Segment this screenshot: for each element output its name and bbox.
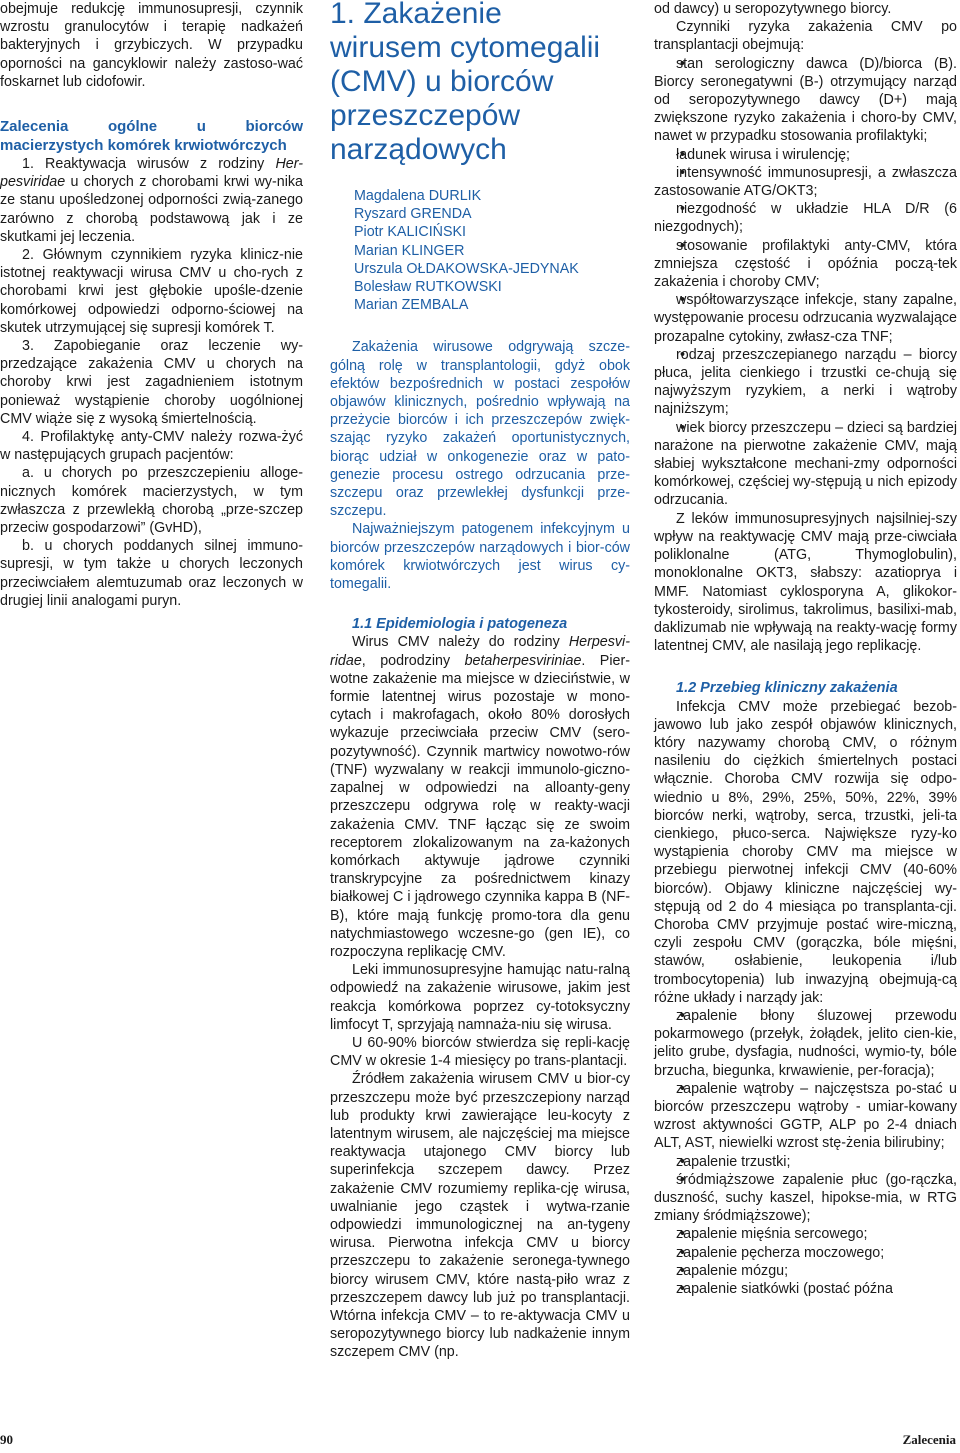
risk-factor-list bbox=[654, 55, 957, 510]
author: Ryszard GRENDA bbox=[354, 206, 472, 223]
list-item-text: zapalenie mięśnia sercowego; bbox=[676, 1226, 868, 1243]
article-title bbox=[330, 0, 630, 167]
author: Piotr KALICIŃSKI bbox=[354, 224, 467, 241]
list-item bbox=[654, 1080, 957, 1153]
list-item-text: zapalenie trzustki; bbox=[676, 1153, 791, 1170]
list-item bbox=[654, 200, 957, 236]
list-item-text: rodzaj przeszczepianego narządu – biorcy płuca, jelita cienkiego i trzustki ce-chują się najwyższym ryzykiem, a nerki i wątroby najniższym; bbox=[654, 346, 957, 418]
column-right bbox=[654, 0, 957, 1298]
section-heading: Zalecenia ogólne u biorców macierzystych komórek krwiotwórczych bbox=[0, 118, 303, 155]
paragraph-immunosuppression: Leki immunosupresyjne hamując natu-ralną odpowiedź na zakażenie wirusowe, jakim jest reakcja komórkowa poprzez cy-totoksyczny limfocyt T, sprzyjają namnaża-niu się wirusa. bbox=[330, 962, 630, 1033]
author: Marian KLINGER bbox=[354, 242, 465, 259]
list-item-text: ładunek wirusa i wirulencję; bbox=[676, 146, 851, 163]
list-item bbox=[654, 1225, 957, 1243]
list-item-text: zapalenie wątroby – najczęstsza po-stać u biorców przeszczepu wątroby - umiar-kowany wzrost aktywności GGTP, ALP po 2-4 dniach ALT, AST, niewielki wzrost stę-żenia bilirubiny; bbox=[654, 1080, 957, 1152]
paragraph-a: a. u chorych po przeszczepieniu alloge-nicznych komórek macierzystych, w tym zwłaszcza z przewlekłą chorobą „prze-szczep przeciw gospodarzowi” (GvHD), bbox=[0, 465, 303, 537]
abstract-paragraph-1: Zakażenia wirusowe odgrywają szcze-gólną rolę w transplantologii, gdyż obok efektów bezpośrednich w postaci zespołów objawów klinicznych, pośrednio wpływają na przeżycie biorców i ich przeszczepów zwięk-szając ryzyko zakażeń oportunistycznych, biorąc udział w onkogenezie oraz w pato-genezie procesu ostrego odrzucania prze-szczepu oraz przewlekłej dysfunkcji prze-szczepu. bbox=[330, 339, 630, 520]
author: Bolesław RUTKOWSKI bbox=[354, 279, 502, 296]
epi-text-2: , podrodziny bbox=[361, 652, 465, 669]
paragraph-epidemiology bbox=[330, 633, 630, 961]
list-item-text: stosowanie profilaktyki anty-CMV, która zmniejsza częstość i opóźnia począ-tek zakażenia i choroby CMV; bbox=[654, 237, 957, 291]
title-line: 1. Zakażenie bbox=[330, 0, 502, 30]
list-item-text: niezgodność w układzie HLA D/R (6 niezgodnych); bbox=[654, 201, 957, 236]
list-item bbox=[654, 291, 957, 346]
subsection-heading-1-2: 1.2 Przebieg kliniczny zakażenia bbox=[676, 680, 898, 697]
page-number: 90 bbox=[0, 1432, 13, 1447]
list-item-text: zapalenie błony śluzowej przewodu pokarmowego (przełyk, żołądek, jelito cien-kie, jelito grube, dysfagia, nudności, wymio-ty, bóle brzucha, biegunka, krwawienie, per-foracja); bbox=[654, 1007, 957, 1079]
title-line: wirusem cytomegalii bbox=[330, 31, 601, 64]
column-middle bbox=[330, 0, 630, 1362]
epi-italic-2: betaherpesviriniae bbox=[464, 652, 582, 669]
column-left bbox=[0, 0, 303, 610]
paragraph-1-end: u chorych z chorobami krwi wy-nika ze stanu upośledzonej odporności zwią-zanego zarówno z chorobą podstawową jak i ze skutkami jej leczenia. bbox=[0, 174, 303, 245]
author-list bbox=[354, 187, 630, 314]
list-item bbox=[654, 419, 957, 510]
list-item-text: wiek biorcy przeszczepu – dzieci są bardziej narażone na pierwotne zakażenie CMV, mają słabiej wykształcone mechani-zmy odporności komórkowej, częściej wy-stępują u nich epizody odrzucania. bbox=[654, 419, 957, 509]
paragraph-4: 4. Profilaktykę anty-CMV należy rozwa-żyć w następujących grupach pacjentów: bbox=[0, 429, 303, 464]
list-item-text: współtowarzyszące infekcje, stany zapalne, występowanie procesu odrzucania wyzwalające prozapalne cytokiny, zwłasz-cza TNF; bbox=[654, 292, 957, 345]
title-line: narządowych bbox=[330, 133, 507, 166]
paragraph-1-start: 1. Reaktywacja wirusów z rodziny bbox=[22, 156, 276, 173]
paragraph-1 bbox=[0, 155, 303, 246]
list-item bbox=[654, 1007, 957, 1080]
list-item-text: zapalenie siatkówki (postać późna bbox=[676, 1281, 893, 1298]
paragraph-source: Źródłem zakażenia wirusem CMV u bior-cy przeszczepu może być przeszczepiony narząd lub produkty krwi zawierające leu-kocyty z latentnym wirusem, ale najczęściej ma miejsce reaktywacja utajonego CMV biorcy lub superinfekcja szczepem dawcy. Przez zakażenie CMV rozumiemy replika-cję wirusa, uwalnianie jego cząstek i wytwa-rzanie odpowiedzi immunologicznej na an-tygeny wirusa. Pierwotna infekcja CMV u biorcy przeszczepu to zakażenie seronega-tywnego biorcy wirusem CMV, które nastą-piło wraz z przeszczepem dawcy lub już po transplantacji. Wtórna infekcja CMV – to re-aktywacja CMV u seropozytywnego biorcy lub nadkażenie innym szczepem CMV (np. bbox=[330, 1071, 630, 1361]
paragraph-clinical-course: Infekcja CMV może przebiegać bezob-jawowo lub jako zespół objawów klinicznych, który nazywamy chorobą CMV, o różnym nasileniu do ciężkich śmiertelnych postaci włącznie. Choroba CMV rozwija się odpo-wiednio u 8%, 29%, 25%, 50%, 22%, 39% biorców nerki, wątroby, serca, trzustki, jeli-ta cienkiego, płuco-serca. Największe ryzy-ko wystąpienia choroby CMV ma miejsce w przebiegu pierwotnej infekcji CMV (40-60% biorców). Objawy kliniczne najczęściej wy-stępują od 2 do 4 miesiąca po transplanta-cji. Choroba CMV przyjmuje postać wire-miczną, czyli zespołu CMV (gorączka, bóle mięśni, stawów, osłabienie, leukopenia i/lub trombocytopenia) lub inwazyjną obejmują-cą różne układy i narządy jak: bbox=[654, 698, 957, 1006]
paragraph-drugs: Z leków immunosupresyjnych najsilniej-szy wpływ na reaktywację CMV mają prze-ciwciała poliklonalne (ATG, Thymoglobulin), monoklonalne OKT3, słabszy: azatioprya i MMF. Natomiast cyklosporyna A, glikokor-tykosteroidy, sirolimus, takrolimus, basilixi-mab, daklizumab nie wpływają na reakty-wację formy latentnej CMV, ale nasilają jego replikację. bbox=[654, 510, 957, 655]
epi-text-3: . Pier-wotne zakażenie ma miejsce w dzieciństwie, w formie latentnej wirus pozostaje w mono-cytach i makrofagach, około 80% dorosłych wykazuje przeciwciała przeciw CMV (sero-pozytywność). Czynnik martwicy nowotwo-rów (TNF) wyzwalany w reakcji immunolo-giczno-zapalnej w odpowiedzi na alloanty-geny przeszczepu odgrywa rolę w reakty-wacji zakażenia CMV. TNF łącząc się ze swoim receptorem zlokalizowanym na za-każonych komórkach aktywuje jądrowe czynniki transkrypcyjne za pośrednictwem kinazy białkowej C i jądrowego czynnika kappa B (NF-B), które mają funkcję promo-tora dla genu natychmiastowego wczesne-go (gen IE), co rozpoczyna replikację CMV. bbox=[330, 652, 630, 960]
author: Urszula OŁDAKOWSKA-JEDYNAK bbox=[354, 260, 579, 277]
list-item bbox=[654, 1262, 957, 1280]
title-line: (CMV) u biorców bbox=[330, 65, 554, 98]
epi-italic-1: Herpesvi-ridae bbox=[330, 634, 630, 669]
subsection-heading-1-1: 1.1 Epidemiologia i patogeneza bbox=[352, 616, 568, 633]
list-item bbox=[654, 55, 957, 146]
paragraph-intro: obejmuje redukcję immunosupresji, czynnik wzrostu granulocytów i terapię nadkażeń bakteryjnych i grzybiczych. W przypadku oporności na gancyklowir należy zastoso-wać foskarnet lub cidofowir. bbox=[0, 1, 303, 90]
list-item bbox=[654, 164, 957, 200]
list-item-text: zapalenie mózgu; bbox=[676, 1262, 789, 1279]
paragraph-b: b. u chorych poddanych silnej immuno-supresji, w tym także u chorych leczonych przeciwciałem alemtuzumab oraz leczonych w drugiej linii analogami puryn. bbox=[0, 538, 303, 609]
paragraph-replication: U 60-90% biorców stwierdza się repli-kację CMV w okresie 1-4 miesięcy po trans-plantacji. bbox=[330, 1034, 630, 1070]
paragraph-3: 3. Zapobieganie oraz leczenie wy-przedzające zakażenia CMV u chorych na choroby krwi jest zagadnieniem istotnym ponieważ wystąpienie choroby uogólnionej CMV wiąże się z wysoką śmiertelnością. bbox=[0, 338, 303, 427]
paragraph-risk-factors: Czynniki ryzyka zakażenia CMV po transplantacji obejmują: bbox=[654, 19, 957, 54]
list-item-text: zapalenie pęcherza moczowego; bbox=[676, 1244, 885, 1261]
list-item bbox=[654, 146, 957, 164]
list-item bbox=[654, 1153, 957, 1171]
paragraph-2: 2. Głównym czynnikiem ryzyka klinicz-nie istotnej reaktywacji wirusa CMV u cho-rych z chorobami krwi jest głębokie upośle-dzenie komórkowej odpowiedzi odporno-ściowej na skutek utrzymującej się supresji komórek T. bbox=[0, 247, 303, 336]
list-item bbox=[654, 237, 957, 292]
abstract-paragraph-2: Najważniejszym patogenem infekcyjnym u biorców przeszczepów narządowych i bior-ców komórek krwiotwórczych jest wirus cy-tomegalii. bbox=[330, 521, 630, 593]
list-item bbox=[654, 1280, 957, 1298]
paragraph-1-italic: Her-pesviridae bbox=[0, 156, 303, 191]
list-item-text: śródmiąższowe zapalenie płuc (go-rączka, duszność, suchy kaszel, hipokse-mia, w RTG zmiany śródmiąższowe); bbox=[654, 1171, 957, 1225]
title-line: przeszczepów bbox=[330, 99, 521, 132]
list-item bbox=[654, 1244, 957, 1262]
author: Marian ZEMBALA bbox=[354, 297, 469, 314]
epi-text-1: Wirus CMV należy do rodziny bbox=[352, 634, 569, 651]
author: Magdalena DURLIK bbox=[354, 188, 482, 204]
organ-involvement-list bbox=[654, 1007, 957, 1298]
journal-name: Zalecenia bbox=[902, 1432, 956, 1447]
list-item-text: stan serologiczny dawca (D)/biorca (B). Biorcy seronegatywni (B-) otrzymujący narząd od seropozytywnego dawcy (D+) mają zwiększone ryzyko zakażenia i choro-by CMV, nawet w przypadku stosowania profilaktyki; bbox=[654, 55, 957, 145]
paragraph-continued: od dawcy) u seropozytywnego biorcy. bbox=[654, 1, 892, 17]
list-item bbox=[654, 346, 957, 419]
list-item-text: intensywność immunosupresji, a zwłaszcza zastosowanie ATG/OKT3; bbox=[654, 164, 957, 200]
list-item bbox=[654, 1171, 957, 1226]
